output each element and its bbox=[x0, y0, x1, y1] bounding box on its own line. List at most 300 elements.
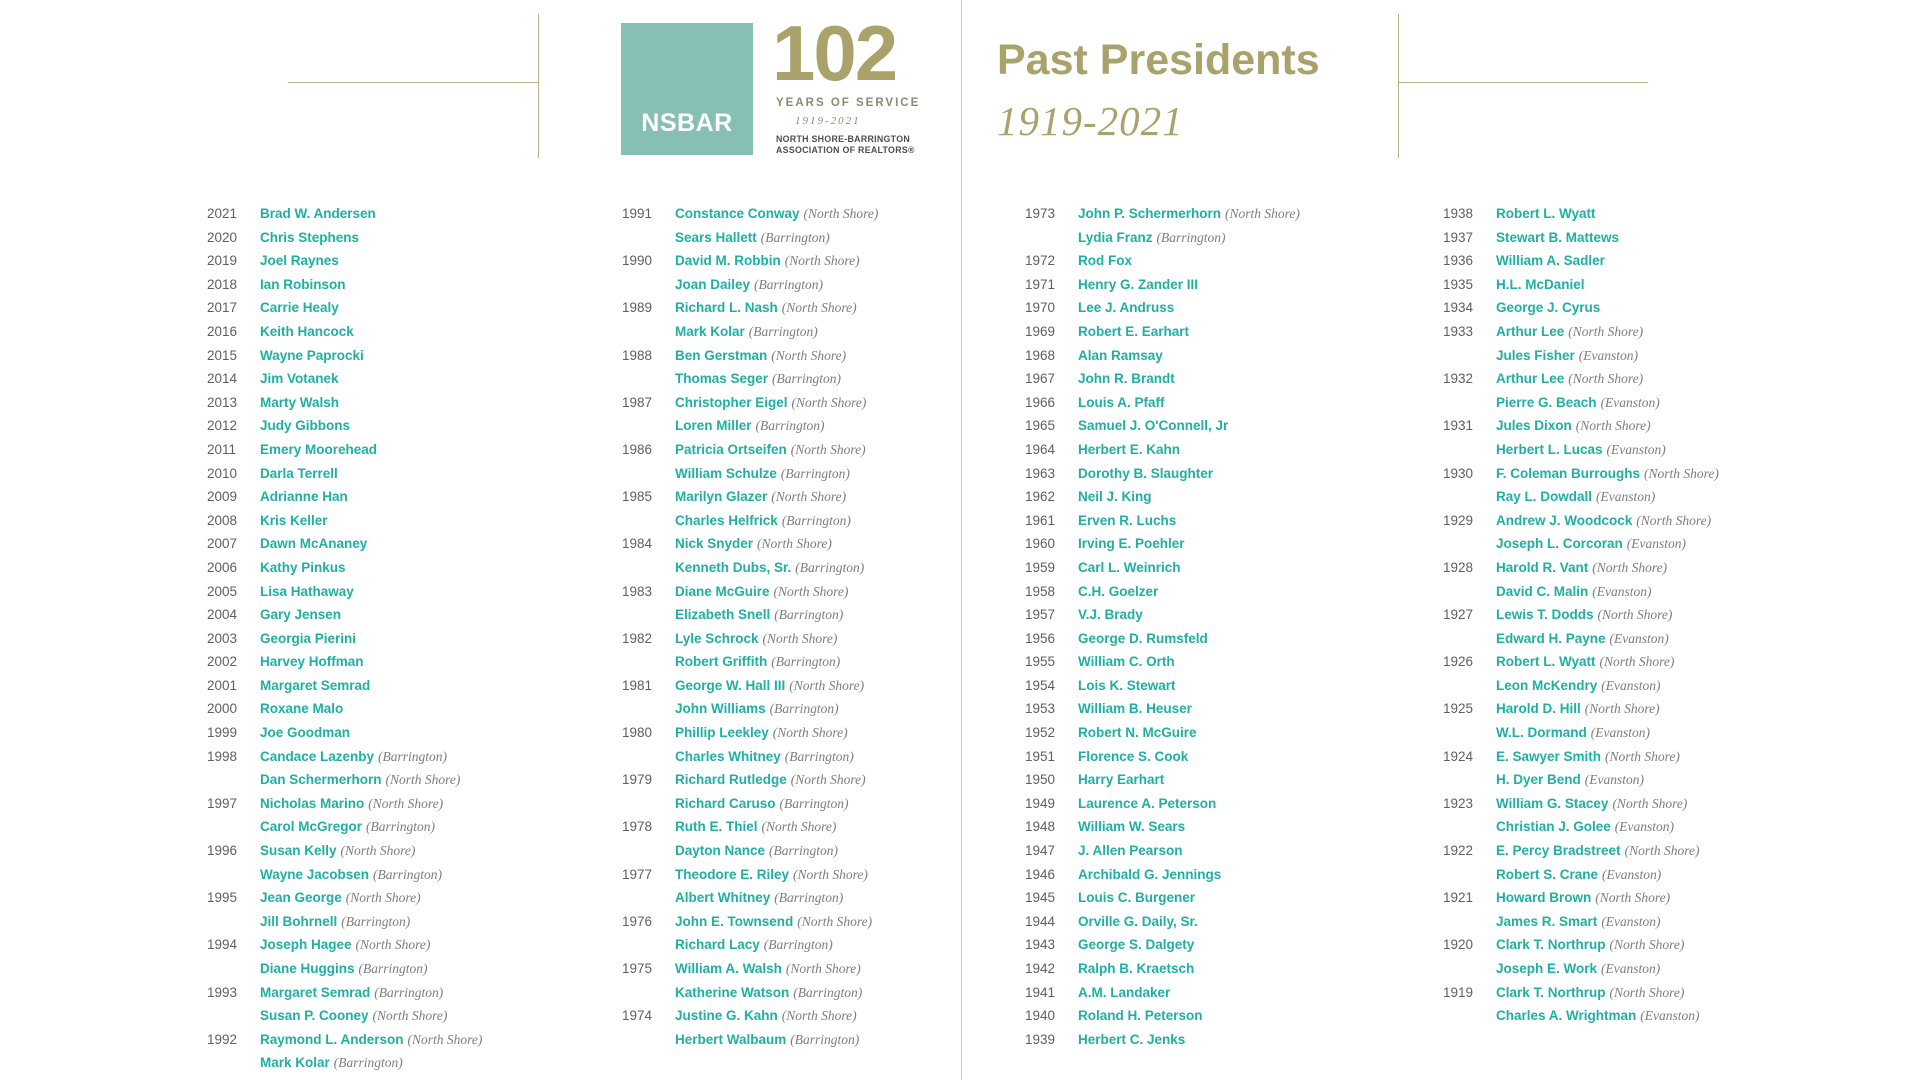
president-region: (North Shore) bbox=[1624, 843, 1700, 859]
president-entry bbox=[1443, 960, 1773, 984]
entry-name-wrap bbox=[260, 559, 346, 576]
entry-name-wrap bbox=[1078, 229, 1226, 246]
president-entry bbox=[1443, 724, 1773, 748]
entry-name-wrap bbox=[260, 417, 350, 434]
president-entry bbox=[1443, 559, 1773, 583]
president-name: John E. Townsend bbox=[675, 913, 794, 929]
entry-year: 1968 bbox=[1025, 347, 1056, 363]
entry-name-wrap bbox=[1496, 276, 1585, 293]
president-name: William C. Orth bbox=[1078, 654, 1175, 670]
president-name: Andrew J. Woodcock bbox=[1496, 512, 1633, 528]
president-region: (North Shore) bbox=[761, 819, 837, 835]
entry-name-wrap bbox=[1496, 252, 1605, 269]
president-entry bbox=[1025, 653, 1355, 677]
entry-name-wrap bbox=[1078, 677, 1176, 694]
president-name: Adrianne Han bbox=[260, 489, 348, 505]
president-name: Sears Hallett bbox=[675, 229, 757, 245]
president-name: Lyle Schrock bbox=[675, 630, 759, 646]
president-name: Charles Whitney bbox=[675, 748, 781, 764]
entry-name-wrap bbox=[1078, 889, 1195, 906]
entry-name-wrap bbox=[1496, 724, 1650, 741]
entry-name-wrap bbox=[1496, 535, 1686, 552]
entry-name-wrap bbox=[675, 252, 860, 269]
president-entry bbox=[622, 960, 952, 984]
president-name: Theodore E. Riley bbox=[675, 866, 790, 882]
entry-year: 1967 bbox=[1025, 371, 1056, 387]
president-name: Lois K. Stewart bbox=[1078, 677, 1176, 693]
entry-name-wrap bbox=[1496, 465, 1719, 482]
president-name: Nicholas Marino bbox=[260, 795, 365, 811]
entry-year: 1952 bbox=[1025, 725, 1056, 741]
entry-name-wrap bbox=[675, 842, 838, 859]
president-entry bbox=[207, 299, 537, 323]
president-entry bbox=[622, 205, 952, 229]
president-name: Joseph L. Corcoran bbox=[1496, 536, 1623, 552]
entry-year: 1948 bbox=[1025, 819, 1056, 835]
center-page-divider bbox=[961, 0, 962, 1080]
president-name: Loren Miller bbox=[675, 418, 752, 434]
entry-year: 1963 bbox=[1025, 465, 1056, 481]
president-name: E. Sawyer Smith bbox=[1496, 748, 1602, 764]
entry-name-wrap bbox=[675, 724, 848, 741]
entry-name-wrap bbox=[1078, 1031, 1185, 1048]
president-name: Herbert E. Kahn bbox=[1078, 441, 1181, 457]
entry-year: 1990 bbox=[622, 253, 653, 269]
president-region: (Evanston) bbox=[1578, 347, 1639, 363]
entry-name-wrap bbox=[260, 276, 346, 293]
president-name: Kathy Pinkus bbox=[260, 559, 346, 575]
entry-name-wrap bbox=[1496, 1007, 1700, 1024]
president-entry bbox=[622, 276, 952, 300]
president-entry bbox=[1443, 936, 1773, 960]
entry-name-wrap bbox=[1496, 512, 1711, 529]
entry-name-wrap bbox=[1496, 889, 1670, 906]
entry-year: 1919 bbox=[1443, 984, 1474, 1000]
president-entry bbox=[207, 276, 537, 300]
president-region: (Barrington) bbox=[333, 1055, 403, 1071]
president-entry bbox=[207, 535, 537, 559]
entry-year: 1984 bbox=[622, 536, 653, 552]
entry-year: 1928 bbox=[1443, 559, 1474, 575]
entry-year: 2020 bbox=[207, 229, 238, 245]
entry-name-wrap bbox=[675, 960, 861, 977]
president-region: (North Shore) bbox=[407, 1031, 483, 1047]
president-name: Rod Fox bbox=[1078, 253, 1132, 269]
president-entry bbox=[1443, 323, 1773, 347]
entry-year: 2019 bbox=[207, 253, 238, 269]
entry-name-wrap bbox=[675, 795, 849, 812]
president-region: (Barrington) bbox=[366, 819, 436, 835]
president-entry bbox=[207, 205, 537, 229]
president-region: (North Shore) bbox=[345, 890, 421, 906]
president-entry bbox=[1443, 748, 1773, 772]
president-name: Florence S. Cook bbox=[1078, 748, 1189, 764]
president-entry bbox=[622, 866, 952, 890]
president-region: (Barrington) bbox=[769, 843, 839, 859]
president-name: Dan Schermerhorn bbox=[260, 772, 382, 788]
entry-year: 1988 bbox=[622, 347, 653, 363]
president-name: Elizabeth Snell bbox=[675, 607, 771, 623]
president-entry bbox=[622, 913, 952, 937]
entry-year: 1979 bbox=[622, 772, 653, 788]
entry-name-wrap bbox=[1496, 394, 1660, 411]
entry-name-wrap bbox=[1078, 960, 1194, 977]
president-region: (North Shore) bbox=[803, 206, 879, 221]
entry-name-wrap bbox=[1078, 441, 1180, 458]
entry-name-wrap bbox=[260, 700, 343, 717]
president-region: (North Shore) bbox=[773, 583, 849, 599]
entry-year: 1994 bbox=[207, 937, 238, 953]
president-entry bbox=[207, 323, 537, 347]
entry-name-wrap bbox=[260, 583, 354, 600]
president-entry bbox=[622, 936, 952, 960]
president-entry bbox=[1443, 984, 1773, 1008]
president-entry bbox=[207, 700, 537, 724]
entry-name-wrap bbox=[1078, 653, 1175, 670]
entry-name-wrap bbox=[260, 677, 370, 694]
president-region: (Barrington) bbox=[373, 866, 443, 882]
entry-year: 2008 bbox=[207, 512, 238, 528]
president-name: E. Percy Bradstreet bbox=[1496, 843, 1621, 859]
president-entry bbox=[622, 441, 952, 465]
entry-year: 1932 bbox=[1443, 371, 1474, 387]
president-name: Archibald G. Jennings bbox=[1078, 866, 1222, 882]
president-entry bbox=[1443, 535, 1773, 559]
entry-name-wrap bbox=[1078, 984, 1170, 1001]
entry-name-wrap bbox=[675, 984, 862, 1001]
entry-year: 1936 bbox=[1443, 253, 1474, 269]
president-entry bbox=[622, 1031, 952, 1055]
president-entry bbox=[622, 606, 952, 630]
entry-year: 1957 bbox=[1025, 607, 1056, 623]
president-name: Nick Snyder bbox=[675, 536, 754, 552]
entry-name-wrap bbox=[675, 347, 846, 364]
entry-year: 1966 bbox=[1025, 394, 1056, 410]
entry-name-wrap bbox=[260, 1007, 447, 1024]
entry-name-wrap bbox=[675, 394, 866, 411]
president-entry bbox=[207, 559, 537, 583]
entry-name-wrap bbox=[1496, 488, 1655, 505]
president-entry bbox=[207, 960, 537, 984]
entry-year: 1931 bbox=[1443, 418, 1474, 434]
president-name: V.J. Brady bbox=[1078, 607, 1143, 623]
president-region: (Evanston) bbox=[1590, 725, 1650, 741]
president-entry bbox=[1443, 818, 1773, 842]
president-entry bbox=[1443, 488, 1773, 512]
entry-name-wrap bbox=[1078, 488, 1152, 505]
president-name: George S. Dalgety bbox=[1078, 937, 1195, 953]
entry-year: 2005 bbox=[207, 583, 238, 599]
entry-year: 1974 bbox=[622, 1008, 653, 1024]
president-region: (North Shore) bbox=[793, 866, 868, 882]
entry-name-wrap bbox=[260, 889, 421, 906]
president-entry bbox=[1025, 913, 1355, 937]
entry-name-wrap bbox=[675, 370, 841, 387]
president-entry bbox=[622, 1007, 952, 1031]
entry-name-wrap bbox=[1078, 724, 1197, 741]
president-name: Clark T. Northrup bbox=[1496, 937, 1606, 953]
president-entry bbox=[207, 724, 537, 748]
entry-year: 1922 bbox=[1443, 843, 1474, 859]
president-region: (North Shore) bbox=[1605, 748, 1680, 764]
president-entry bbox=[622, 252, 952, 276]
logo-text: NSBAR bbox=[641, 109, 733, 137]
president-region: (Barrington) bbox=[771, 654, 841, 670]
president-entry bbox=[622, 323, 952, 347]
entry-name-wrap bbox=[260, 488, 348, 505]
page-title: Past Presidents bbox=[997, 36, 1320, 84]
president-name: Harry Earhart bbox=[1078, 772, 1165, 788]
president-name: Roland H. Peterson bbox=[1078, 1008, 1203, 1024]
president-entry bbox=[622, 370, 952, 394]
entry-year: 2001 bbox=[207, 677, 238, 693]
entry-year: 2003 bbox=[207, 630, 238, 646]
president-entry bbox=[207, 866, 537, 890]
president-entry bbox=[1025, 936, 1355, 960]
presidents-column-4 bbox=[1443, 205, 1773, 1031]
president-region: (North Shore) bbox=[790, 772, 866, 788]
president-region: (Evanston) bbox=[1600, 394, 1660, 410]
entry-year: 1976 bbox=[622, 913, 653, 929]
president-region: (Barrington) bbox=[780, 465, 850, 481]
president-entry bbox=[1025, 299, 1355, 323]
entry-year: 1950 bbox=[1025, 772, 1056, 788]
president-entry bbox=[1025, 465, 1355, 489]
entry-name-wrap bbox=[1496, 936, 1684, 953]
president-name: Joe Goodman bbox=[260, 725, 351, 741]
president-entry bbox=[1443, 653, 1773, 677]
president-name: Dawn McAnaney bbox=[260, 536, 368, 552]
entry-name-wrap bbox=[260, 465, 338, 482]
entry-year: 1965 bbox=[1025, 418, 1056, 434]
entry-name-wrap bbox=[675, 583, 848, 600]
president-name: Joan Dailey bbox=[675, 276, 751, 292]
president-entry bbox=[1025, 748, 1355, 772]
president-name: Chris Stephens bbox=[260, 229, 360, 245]
president-name: William A. Sadler bbox=[1496, 253, 1605, 269]
president-region: (North Shore) bbox=[785, 961, 861, 976]
president-region: (North Shore) bbox=[385, 772, 461, 788]
entry-name-wrap bbox=[675, 417, 825, 434]
entry-name-wrap bbox=[675, 653, 840, 670]
entry-name-wrap bbox=[675, 818, 836, 835]
entry-year: 1982 bbox=[622, 630, 653, 646]
entry-year: 1934 bbox=[1443, 300, 1474, 316]
president-name: Joel Raynes bbox=[260, 253, 339, 269]
entry-name-wrap bbox=[260, 984, 443, 1001]
president-region: (North Shore) bbox=[791, 394, 867, 410]
entry-name-wrap bbox=[260, 748, 447, 765]
anniversary-number: 102 bbox=[772, 9, 897, 97]
president-name: Howard Brown bbox=[1496, 890, 1592, 906]
president-entry bbox=[1443, 394, 1773, 418]
president-entry bbox=[1025, 252, 1355, 276]
president-name: W.L. Dormand bbox=[1496, 725, 1587, 741]
entry-name-wrap bbox=[1496, 559, 1667, 576]
entry-name-wrap bbox=[260, 1031, 482, 1048]
president-name: Susan P. Cooney bbox=[260, 1008, 369, 1024]
entry-name-wrap bbox=[675, 1007, 857, 1024]
entry-name-wrap bbox=[1496, 771, 1644, 788]
president-region: (Barrington) bbox=[772, 371, 842, 387]
president-name: William W. Sears bbox=[1078, 819, 1186, 835]
entry-year: 1978 bbox=[622, 819, 653, 835]
president-region: (Barrington) bbox=[790, 1031, 860, 1047]
president-region: (North Shore) bbox=[781, 1008, 857, 1024]
president-name: Mark Kolar bbox=[260, 1055, 330, 1071]
president-entry bbox=[207, 677, 537, 701]
president-region: (Evanston) bbox=[1626, 536, 1687, 552]
president-name: Gary Jensen bbox=[260, 607, 342, 623]
president-name: Henry G. Zander III bbox=[1078, 276, 1199, 292]
entry-name-wrap bbox=[1496, 913, 1661, 930]
entry-name-wrap bbox=[675, 936, 833, 953]
president-entry bbox=[1025, 559, 1355, 583]
president-region: (Barrington) bbox=[774, 607, 844, 623]
president-region: (North Shore) bbox=[772, 725, 848, 741]
president-region: (North Shore) bbox=[1568, 371, 1644, 387]
president-entry bbox=[207, 488, 537, 512]
president-entry bbox=[207, 229, 537, 253]
president-entry bbox=[1443, 370, 1773, 394]
entry-year: 1997 bbox=[207, 795, 238, 811]
entry-name-wrap bbox=[1078, 818, 1185, 835]
president-region: (Barrington) bbox=[795, 559, 865, 575]
entry-name-wrap bbox=[260, 653, 364, 670]
president-entry bbox=[622, 535, 952, 559]
president-entry bbox=[1443, 417, 1773, 441]
president-entry bbox=[1025, 535, 1355, 559]
president-region: (North Shore) bbox=[1595, 890, 1671, 906]
president-name: Lee J. Andruss bbox=[1078, 300, 1175, 316]
president-region: (Evanston) bbox=[1602, 866, 1662, 882]
president-name: David C. Malin bbox=[1496, 583, 1589, 599]
entry-year: 1938 bbox=[1443, 206, 1474, 221]
president-name: Katherine Watson bbox=[675, 984, 790, 1000]
entry-name-wrap bbox=[1078, 936, 1194, 953]
president-entry bbox=[207, 441, 537, 465]
president-name: Clark T. Northrup bbox=[1496, 984, 1606, 1000]
entry-name-wrap bbox=[260, 936, 430, 953]
president-entry bbox=[1025, 1031, 1355, 1055]
entry-year: 1981 bbox=[622, 677, 653, 693]
president-name: Robert Griffith bbox=[675, 654, 768, 670]
president-name: Jules Dixon bbox=[1496, 418, 1572, 434]
entry-year: 2006 bbox=[207, 559, 238, 575]
president-name: Laurence A. Peterson bbox=[1078, 795, 1217, 811]
president-region: (Barrington) bbox=[774, 890, 844, 906]
president-name: Edward H. Payne bbox=[1496, 630, 1606, 646]
president-region: (Evanston) bbox=[1606, 441, 1666, 457]
president-name: Harvey Hoffman bbox=[260, 654, 364, 670]
entry-year: 1960 bbox=[1025, 536, 1056, 552]
nsbar-logo bbox=[621, 23, 753, 155]
president-region: (Evanston) bbox=[1601, 677, 1661, 693]
entry-year: 1926 bbox=[1443, 654, 1474, 670]
entry-name-wrap bbox=[1078, 370, 1175, 387]
president-name: Richard Rutledge bbox=[675, 772, 787, 788]
president-entry bbox=[1443, 276, 1773, 300]
president-region: (Barrington) bbox=[781, 512, 851, 528]
president-name: Louis C. Burgener bbox=[1078, 890, 1196, 906]
entry-name-wrap bbox=[675, 889, 843, 906]
president-entry bbox=[1025, 842, 1355, 866]
president-name: Diane Huggins bbox=[260, 961, 355, 976]
president-region: (Barrington) bbox=[754, 276, 824, 292]
president-entry bbox=[1025, 889, 1355, 913]
president-entry bbox=[1443, 229, 1773, 253]
president-name: John Williams bbox=[675, 701, 766, 717]
president-entry bbox=[1025, 441, 1355, 465]
entry-name-wrap bbox=[675, 559, 864, 576]
entry-name-wrap bbox=[260, 370, 339, 387]
president-name: Robert L. Wyatt bbox=[1496, 654, 1596, 670]
entry-name-wrap bbox=[675, 748, 854, 765]
president-name: Carrie Healy bbox=[260, 300, 339, 316]
entry-name-wrap bbox=[1496, 205, 1596, 222]
president-name: William B. Heuser bbox=[1078, 701, 1192, 717]
entry-name-wrap bbox=[675, 771, 866, 788]
entry-year: 1959 bbox=[1025, 559, 1056, 575]
entry-year: 1991 bbox=[622, 206, 653, 221]
president-name: Herbert Walbaum bbox=[675, 1031, 787, 1047]
entry-year: 1920 bbox=[1443, 937, 1474, 953]
entry-name-wrap bbox=[675, 630, 837, 647]
president-name: Ralph B. Kraetsch bbox=[1078, 961, 1195, 976]
entry-name-wrap bbox=[1078, 700, 1192, 717]
entry-name-wrap bbox=[260, 913, 410, 930]
entry-name-wrap bbox=[1496, 229, 1619, 246]
president-name: Lisa Hathaway bbox=[260, 583, 354, 599]
president-entry bbox=[207, 252, 537, 276]
president-region: (Evanston) bbox=[1584, 772, 1645, 788]
entry-name-wrap bbox=[260, 771, 460, 788]
president-name: Stewart B. Mattews bbox=[1496, 229, 1620, 245]
president-entry bbox=[1025, 205, 1355, 229]
entry-name-wrap bbox=[1078, 1007, 1203, 1024]
president-entry bbox=[622, 700, 952, 724]
president-name: Marty Walsh bbox=[260, 394, 340, 410]
president-region: (Barrington) bbox=[763, 937, 833, 953]
president-entry bbox=[622, 630, 952, 654]
entry-year: 1954 bbox=[1025, 677, 1056, 693]
president-region: (Evanston) bbox=[1601, 961, 1661, 976]
president-name: Harold R. Vant bbox=[1496, 559, 1589, 575]
entry-name-wrap bbox=[675, 323, 818, 340]
president-region: (North Shore) bbox=[1609, 937, 1685, 953]
right-header-rule bbox=[1398, 82, 1648, 83]
entry-year: 1942 bbox=[1025, 961, 1056, 976]
president-name: Margaret Semrad bbox=[260, 677, 371, 693]
president-entry bbox=[207, 347, 537, 371]
president-region: (Barrington) bbox=[748, 323, 818, 339]
entry-name-wrap bbox=[1496, 866, 1661, 883]
entry-year: 1956 bbox=[1025, 630, 1056, 646]
entry-year: 2018 bbox=[207, 276, 238, 292]
presidents-column-3 bbox=[1025, 205, 1355, 1054]
entry-year: 1937 bbox=[1443, 229, 1474, 245]
entry-name-wrap bbox=[1496, 323, 1643, 340]
president-entry bbox=[622, 677, 952, 701]
entry-year: 1989 bbox=[622, 300, 653, 316]
entry-name-wrap bbox=[675, 229, 830, 246]
president-entry bbox=[1025, 1007, 1355, 1031]
president-entry bbox=[207, 1054, 537, 1078]
president-entry bbox=[207, 1031, 537, 1055]
president-entry bbox=[207, 795, 537, 819]
president-entry bbox=[1025, 818, 1355, 842]
entry-name-wrap bbox=[1496, 748, 1680, 765]
